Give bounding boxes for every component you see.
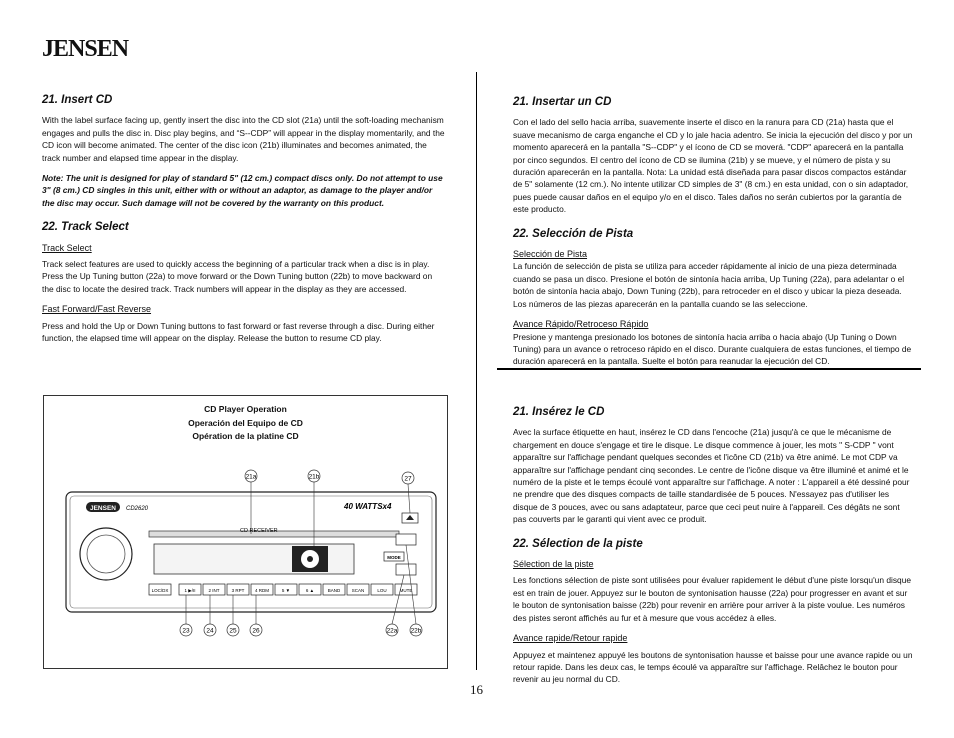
avance-rapide-text: Appuyez et maintenez appuyé les boutons de syntonisation hausse et baisse pour une avance rapide ou un retour rapide. Dans les deux cas, le temps écoulé va apparaître sur l'affichage. Relâchez le bouton pour revenir au jeu normal du CD. xyxy=(513,649,913,685)
preset-button-label: SCAN xyxy=(351,588,365,593)
seleccion-pista-heading: 22. Selección de Pista xyxy=(513,227,634,240)
cd-player-figure xyxy=(43,395,448,669)
preset-button-label: 3 RPT xyxy=(231,588,245,593)
seleccion-pista-subheading: Selección de Pista xyxy=(513,249,588,260)
preset-button-label: LOC/DX xyxy=(151,588,169,593)
track-back-button xyxy=(396,534,416,545)
preset-button-label: 4 RDM xyxy=(254,588,270,593)
insertar-cd-heading: 21. Insertar un CD xyxy=(513,96,612,108)
avance-rapido-subheading: Avance Rápido/Retroceso Rápido xyxy=(513,319,649,330)
selection-piste-subheading: Sélection de la piste xyxy=(513,559,594,570)
callout-label: 25 xyxy=(229,627,237,635)
model-label: CD2620 xyxy=(126,506,149,512)
selection-piste-heading: 22. Sélection de la piste xyxy=(513,537,643,550)
inserez-cd-heading: 21. Insérez le CD xyxy=(513,406,605,418)
track-forward-button xyxy=(396,564,416,575)
french-column xyxy=(513,406,915,694)
insert-cd-heading: 21. Insert CD xyxy=(42,94,113,106)
track-select-subheading: Track Select xyxy=(42,242,92,253)
preset-button-label: 2 INT xyxy=(208,588,220,593)
fast-forward-text: Press and hold the Up or Down Tuning buttons to fast forward or fast reverse through a disc. During either function, the elapsed time will appear on the display. Release the button to resume CD play. xyxy=(42,320,435,344)
avance-rapide-subheading: Avance rapide/Retour rapide xyxy=(513,633,628,644)
preset-button-label: LOU xyxy=(377,588,387,593)
page-number: 16 xyxy=(470,682,483,697)
spanish-column xyxy=(513,96,915,376)
preset-button-label: BAND xyxy=(327,588,341,593)
figure-title-fr: Opération de la platine CD xyxy=(192,431,299,441)
callout-label: 24 xyxy=(206,627,214,635)
figure-title-es: Operación del Equipo de CD xyxy=(188,418,303,428)
preset-button-label: 1 ▶/II xyxy=(184,588,196,593)
track-select-heading: 22. Track Select xyxy=(42,221,129,234)
volume-knob xyxy=(80,528,132,580)
figure-title-en: CD Player Operation xyxy=(204,404,287,414)
english-column xyxy=(42,94,446,353)
selection-piste-text: Les fonctions sélection de piste sont utilisées pour évaluer rapidement le début d'une piste lorsqu'un disque est en train de jouer. Appuyez sur le bouton de syntonisation hausse (22a) pour progresser en avant et sur le bouton de syntonisation baisse (22b) pour revenir en arrière pour arriver à la piste voulue. Les numéros des pistes seront affichés au fur et à mesure que vous accédez à elles. xyxy=(513,575,912,623)
cd-player-illustration xyxy=(44,396,447,668)
brand-logo: JENSEN xyxy=(42,36,129,62)
watts-label: 40 WATTSx4 xyxy=(344,502,392,511)
callout-label: 22b xyxy=(410,627,422,635)
preset-button-label: 6 ▲ xyxy=(305,588,315,593)
receiver-label: CD RECEIVER xyxy=(240,528,278,534)
insert-cd-text: With the label surface facing up, gently insert the disc into the CD slot (21a) until the soft-loading mechanism engages and pulls the disc in. Disc play begins, and “S--CDP” will appear in the display momentarily, and the CD icon will become animated. The center of the disc icon (21b) illuminates and becomes animated, the track number and elapsed time appear in the display. xyxy=(42,115,445,163)
preset-button-label: MUTE xyxy=(399,588,413,593)
seleccion-pista-text: La función de selección de pista se utiliza para acceder rápidamente al inicio de una pieza determinada cuando se pasa un disco. Presione el botón de sintonía hacia arriba, Up Tuning (22a), para adelantar o el botón de sintonía hacia abajo, Down Tuning (22b), para retroceder en el disco y ubicar la pieza deseada. Los números de las piezas aparecerán en la pantalla cuando se las seleccione. xyxy=(513,261,905,309)
callout-label: 23 xyxy=(182,627,190,635)
callout-label: 27 xyxy=(404,475,412,483)
callout-label: 21b xyxy=(308,473,320,481)
avance-rapido-text: Presione y mantenga presionado los botones de sintonía hacia arriba o hacia abajo (Up Tuning o Down Tuning) para un avance o retroceso rápido en el disco. Durante cualquiera de estas funciones, el tiempo de duración aparecerá en la pantalla. Suelte el botón para reanudar la ejecución del CD. xyxy=(513,331,912,367)
column-divider xyxy=(476,72,477,670)
track-select-text: Track select features are used to quickly access the beginning of a particular track when a disc is in play. Press the Up Tuning button (22a) to move forward or the Down Tuning button (22b) to move backward on the disc to locate the desired track. Track numbers will appear in the display as they are accessed. xyxy=(42,259,433,294)
mode-button-label: MODE xyxy=(387,555,401,560)
fast-forward-subheading: Fast Forward/Fast Reverse xyxy=(42,304,152,315)
callout-label: 26 xyxy=(252,627,260,635)
preset-button-label: 5 ▼ xyxy=(281,588,291,593)
inserez-cd-text: Avec la surface étiquette en haut, insérez le CD dans l'encoche (21a) jusqu'à ce que le mécanisme de chargement en douce s'engage et tire le disque. Le disque commence à jouer, les mots " S-CDP " vont apparaître sur l'affichage pendant quelques secondes et l'icône CD (21b) va être animé. Le mot CDP va apparaître sur l'affichage pendant cinq secondes. Le centre de l'icône disque va être illuminé et animé et le numéro de la piste et le temps écoulé vont apparaître sur l'affichage. A noter : L'appareil a été dessiné pour ne prendre que des disques compacts de taille standardisée de 5 pouces. N'essayez pas d'utiliser les disque de 3 pouces, avec ou sans adaptateur, parce que ceci peut nuire à l'appareil. Ces dégâts ne sont pas couverts par le garanti qui vient avec ce produit. xyxy=(513,427,910,525)
insert-cd-note: Note: The unit is designed for play of standard 5" (12 cm.) compact discs only. Do not attempt to use 3" (8 cm.) CD singles in this unit, either with or without an adaptor, as damage to the player and/or the disc may occur. Such damage will not be covered by the warranty on this product. xyxy=(42,173,443,208)
brand-badge-text: JENSEN xyxy=(89,505,117,512)
insertar-cd-text: Con el lado del sello hacia arriba, suavemente inserte el disco en la ranura para CD (21a) hasta que el suave mecanismo de carga enganche el CD y lo jale hacia adentro. Se inicia la ejecución del disco y por un momento aparecerá en la pantalla "S--CDP" y el ícono de CD se moverá. "CDP" aparecerá en la pantalla por cinco segundos. El centro del ícono de CD se ilumina (21b) y se mueve, y el número de pista y su duración aparecerán en la pantalla. Nota: La unidad está diseñada para pasar discos compactos estándar de 5" solamente (12 cm.). No intente utilizar CD simples de 3" (8 cm.) en esta unidad, con o sin adaptador, pues puede causar daños en el equipo y/o en el disco. Tales daños no serán cubiertos por la garantía de este producto. xyxy=(513,117,913,215)
callout-label: 21a xyxy=(245,473,257,481)
callout-label: 22a xyxy=(386,627,398,635)
